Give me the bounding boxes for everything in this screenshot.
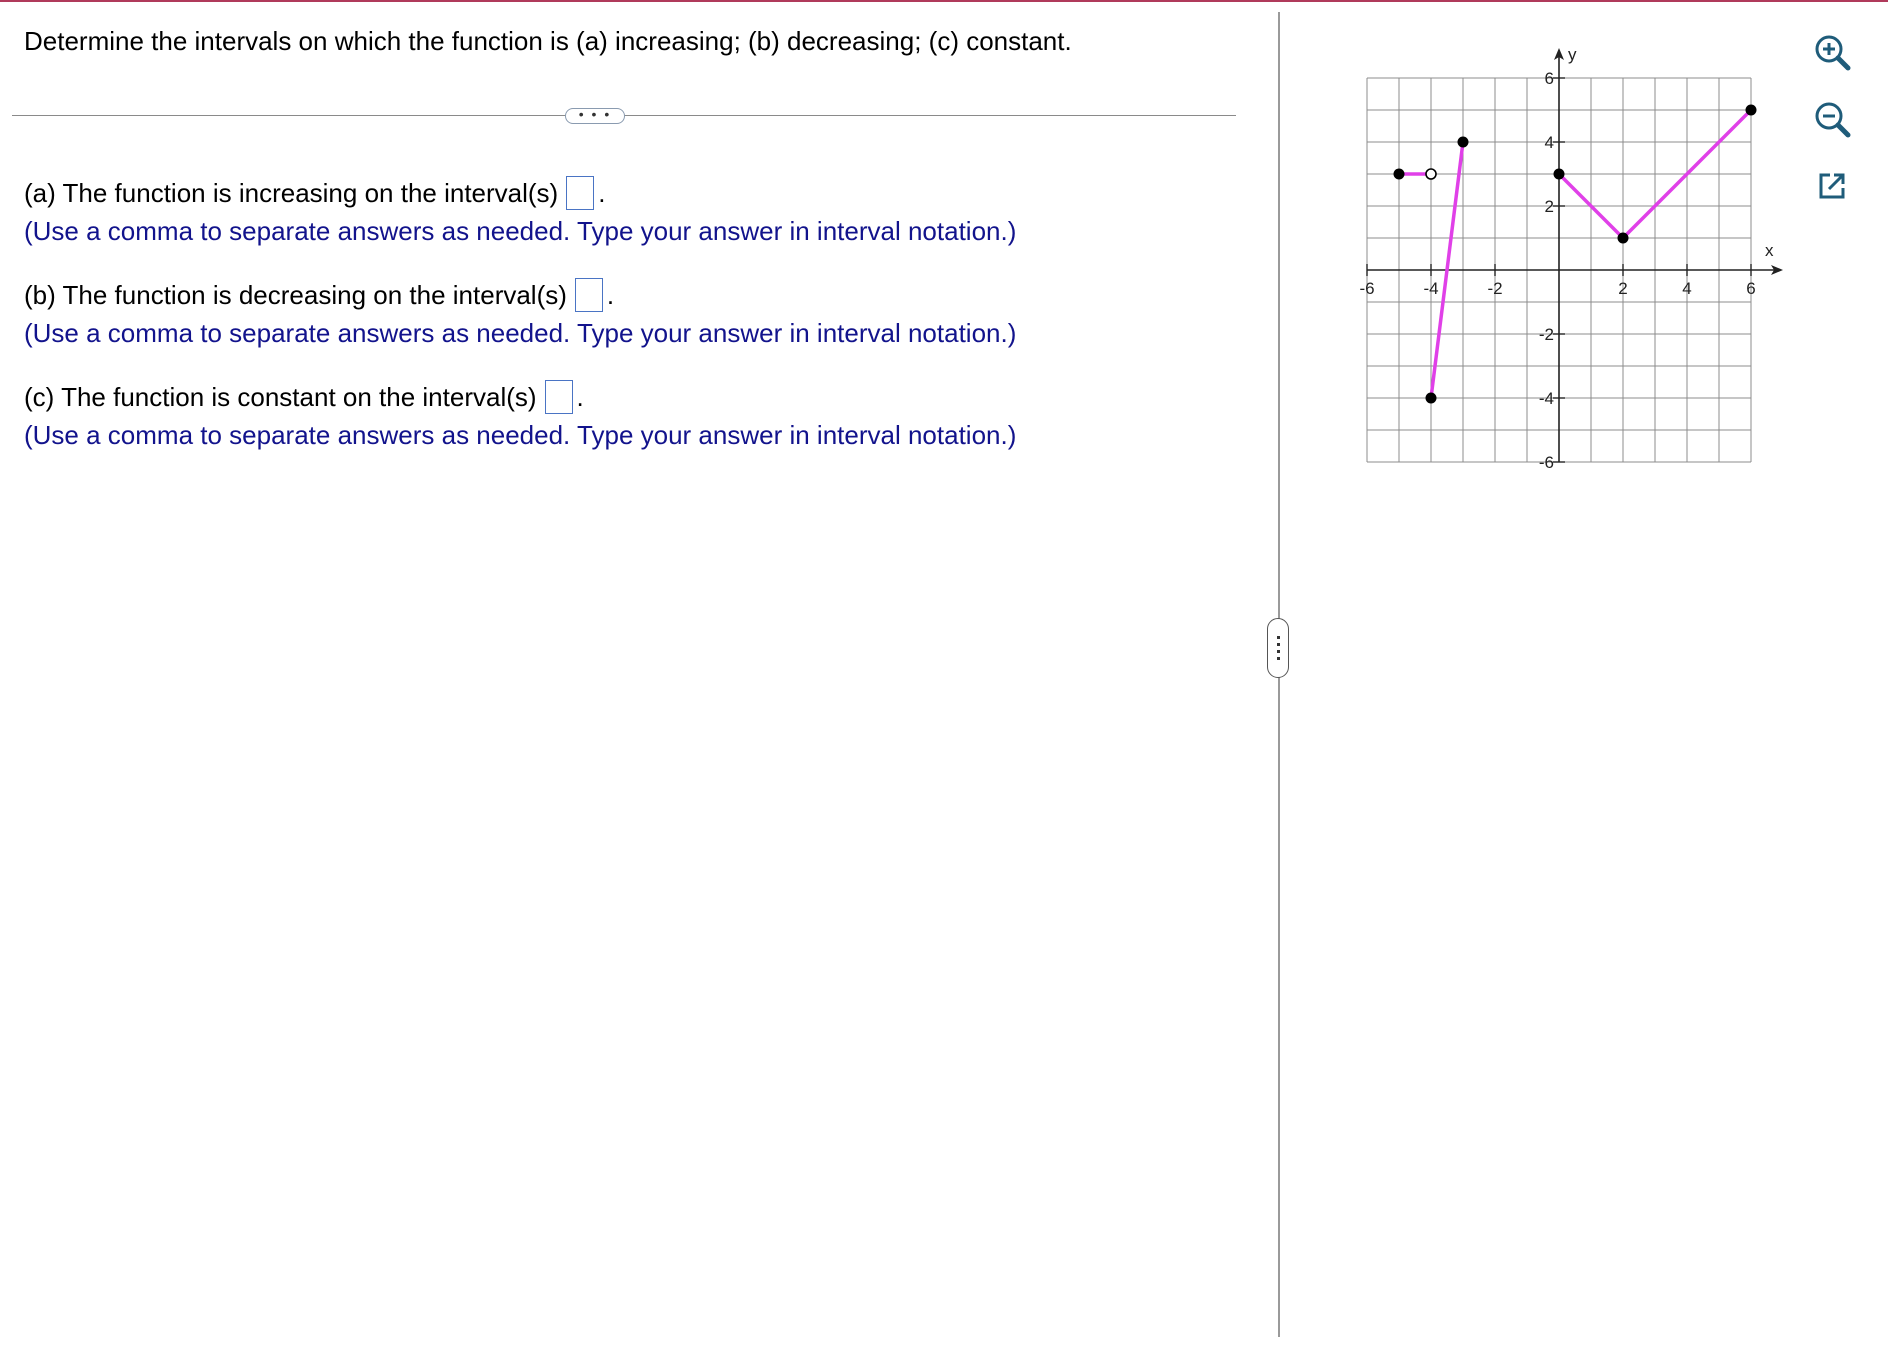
y-tick-label: -6 <box>1538 453 1554 470</box>
part-b <box>24 276 1016 352</box>
open-endpoint <box>1426 169 1436 179</box>
popout-button[interactable] <box>1810 164 1854 208</box>
y-tick-label: 6 <box>1544 69 1554 88</box>
part-b-label: (b) The function is decreasing on the interval(s) <box>24 280 567 310</box>
part-c-period: . <box>576 382 584 412</box>
question-pane <box>0 2 1272 1342</box>
closed-endpoint <box>1394 169 1405 180</box>
part-c-hint: (Use a comma to separate answers as needed. Type your answer in interval notation.) <box>24 420 1017 450</box>
y-tick-label: 4 <box>1544 133 1554 152</box>
part-a-answer-input[interactable] <box>566 176 594 210</box>
x-tick-label: 2 <box>1618 279 1628 298</box>
pane-resize-handle[interactable] <box>1267 618 1289 678</box>
part-c <box>24 378 1016 454</box>
closed-endpoint <box>1618 233 1629 244</box>
x-tick-label: 6 <box>1746 279 1756 298</box>
part-c-label: (c) The function is constant on the interval(s) <box>24 382 537 412</box>
zoom-in-icon <box>1810 30 1854 74</box>
x-tick-label: -6 <box>1360 279 1375 298</box>
more-options-button[interactable]: • • • <box>565 108 625 124</box>
function-graph <box>1360 20 1810 470</box>
part-b-answer-input[interactable] <box>575 278 603 312</box>
part-b-period: . <box>606 280 615 310</box>
zoom-out-button[interactable] <box>1810 97 1854 141</box>
part-a-label: (a) The function is increasing on the interval(s) <box>24 178 559 208</box>
zoom-out-icon <box>1810 97 1854 141</box>
closed-endpoint <box>1426 393 1437 404</box>
y-axis-label: y <box>1568 45 1577 64</box>
x-tick-label: -2 <box>1487 279 1503 298</box>
y-tick-label: -4 <box>1538 389 1554 408</box>
handle-dot <box>1277 636 1280 639</box>
part-a-period: . <box>598 178 606 208</box>
handle-dot <box>1277 657 1280 660</box>
x-axis-label: x <box>1765 241 1774 260</box>
graph-panel <box>1360 20 1810 470</box>
y-tick-label: 2 <box>1544 197 1554 216</box>
part-b-hint: (Use a comma to separate answers as needed. Type your answer in interval notation.) <box>24 318 1017 348</box>
handle-dot <box>1277 643 1280 646</box>
closed-endpoint <box>1458 137 1469 148</box>
x-tick-label: 4 <box>1682 279 1692 298</box>
closed-endpoint <box>1554 169 1565 180</box>
question-text: Determine the intervals on which the function is (a) increasing; (b) decreasing; (c) constant. <box>24 26 1072 56</box>
zoom-in-button[interactable] <box>1810 30 1854 74</box>
handle-dot <box>1277 650 1280 653</box>
y-tick-label: -2 <box>1538 325 1554 344</box>
part-a <box>24 174 1016 250</box>
x-tick-label: -4 <box>1423 279 1439 298</box>
part-a-hint: (Use a comma to separate answers as needed. Type your answer in interval notation.) <box>24 216 1017 246</box>
popout-icon <box>1810 164 1854 208</box>
part-c-answer-input[interactable] <box>545 380 573 414</box>
closed-endpoint <box>1746 105 1757 116</box>
